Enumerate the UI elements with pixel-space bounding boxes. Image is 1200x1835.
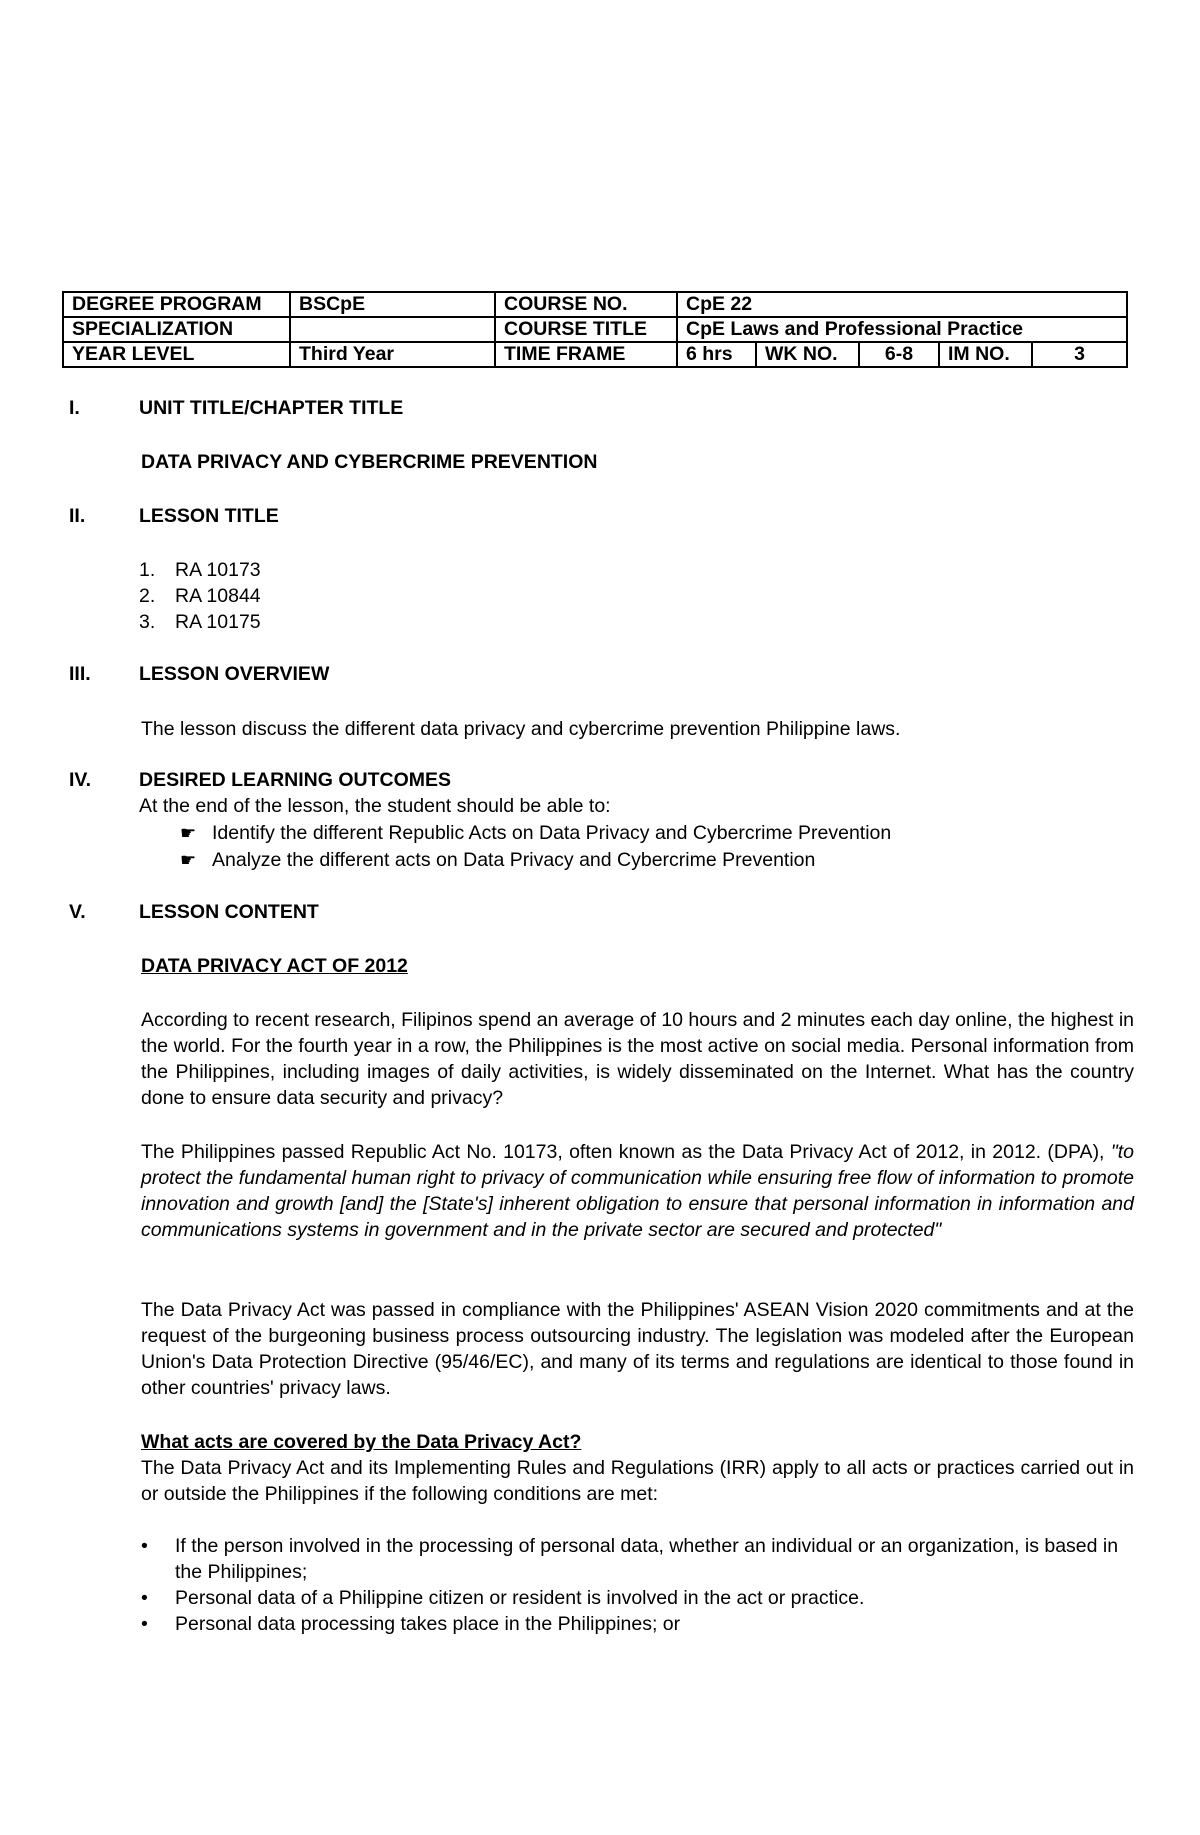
- pointing-hand-icon: ☛: [180, 823, 197, 843]
- paragraph: The Data Privacy Act was passed in compliance with the Philippines' ASEAN Vision 2020 commitments and at the request of the burgeoning business process outsourcing industry. The legislation was modeled after the European Union's Data Protection Directive (95/46/EC), and many of its terms and regulations are identical to those found in other countries' privacy laws.: [141, 1299, 1134, 1399]
- bullet-icon: •: [141, 1535, 148, 1557]
- list-item: [141, 1585, 1134, 1611]
- course-no-label: COURSE NO.: [495, 292, 677, 317]
- year-level-label: YEAR LEVEL: [63, 342, 290, 367]
- condition-text: Personal data processing takes place in the Philippines; or: [175, 1613, 681, 1635]
- outcomes-intro: At the end of the lesson, the student should be able to:: [139, 795, 611, 817]
- wk-no-value: 6-8: [859, 342, 939, 367]
- condition-text: If the person involved in the processing of personal data, whether an individual or an organization, is based in the Philippines;: [175, 1535, 1119, 1583]
- list-item: [139, 557, 261, 583]
- section-heading: LESSON CONTENT: [139, 901, 319, 923]
- list-number: 3.: [139, 611, 156, 633]
- time-frame-label: TIME FRAME: [495, 342, 677, 367]
- section-numeral: I.: [69, 397, 80, 419]
- outcome-text: Analyze the different acts on Data Privacy and Cybercrime Prevention: [212, 849, 816, 871]
- lesson-title-list: [139, 557, 261, 635]
- table-row: [63, 292, 1127, 317]
- time-frame-value: 6 hrs: [677, 342, 756, 367]
- quote-text: "to protect the fundamental human right to privacy of communication while ensuring free flow of information to promote innovation and growth [and] the [State's] inherent obligation to ensure that personal information in information and communications systems in government and in the private sector are secured and protected": [141, 1141, 1134, 1241]
- section-heading: DESIRED LEARNING OUTCOMES: [139, 769, 452, 791]
- course-no-value: CpE 22: [677, 292, 1127, 317]
- list-number: 2.: [139, 585, 156, 607]
- list-item: [141, 1533, 1134, 1585]
- list-item: [139, 609, 261, 635]
- list-item: [180, 820, 891, 847]
- section-heading: LESSON OVERVIEW: [139, 663, 330, 685]
- content-subheading: DATA PRIVACY ACT OF 2012: [141, 955, 408, 977]
- course-title-value: CpE Laws and Professional Practice: [677, 317, 1127, 342]
- unit-title: DATA PRIVACY AND CYBERCRIME PREVENTION: [141, 451, 598, 473]
- year-level-value: Third Year: [290, 342, 495, 367]
- section-numeral: V.: [69, 901, 86, 923]
- lesson-overview-text: The lesson discuss the different data privacy and cybercrime prevention Philippine laws.: [141, 718, 901, 740]
- course-info-table: [62, 291, 1128, 368]
- list-item-text: RA 10175: [175, 611, 261, 633]
- list-item-text: RA 10173: [175, 559, 261, 581]
- paragraph: The Data Privacy Act and its Implementing Rules and Regulations (IRR) apply to all acts or practices carried out in or outside the Philippines if the following conditions are met:: [141, 1457, 1134, 1505]
- paragraph: [141, 1139, 1134, 1243]
- paragraph: According to recent research, Filipinos spend an average of 10 hours and 2 minutes each day online, the highest in the world. For the fourth year in a row, the Philippines is the most active on social media. Personal information from the Philippines, including images of daily activities, is widely disseminated on the Internet. What has the country done to ensure data security and privacy?: [141, 1009, 1134, 1109]
- section-heading: LESSON TITLE: [139, 505, 279, 527]
- section-numeral: II.: [69, 505, 86, 527]
- im-no-label: IM NO.: [939, 342, 1032, 367]
- course-title-label: COURSE TITLE: [495, 317, 677, 342]
- pointing-hand-icon: ☛: [180, 850, 197, 870]
- conditions-list: [141, 1533, 1134, 1637]
- degree-program-value: BSCpE: [290, 292, 495, 317]
- specialization-value: [290, 317, 495, 342]
- question-heading: What acts are covered by the Data Privacy Act?: [141, 1431, 582, 1453]
- list-item: [141, 1611, 1134, 1637]
- paragraph-text: The Philippines passed Republic Act No. 10173, often known as the Data Privacy Act of 2012, in 2012. (DPA),: [141, 1141, 1111, 1163]
- wk-no-label: WK NO.: [756, 342, 859, 367]
- list-item: [180, 847, 891, 874]
- bullet-icon: •: [141, 1587, 148, 1609]
- outcome-text: Identify the different Republic Acts on Data Privacy and Cybercrime Prevention: [212, 822, 892, 844]
- bullet-icon: •: [141, 1613, 148, 1635]
- list-item: [139, 583, 261, 609]
- list-item-text: RA 10844: [175, 585, 261, 607]
- section-numeral: III.: [69, 663, 91, 685]
- section-numeral: IV.: [69, 769, 92, 791]
- im-no-value: 3: [1032, 342, 1127, 367]
- list-number: 1.: [139, 559, 156, 581]
- table-row: [63, 317, 1127, 342]
- section-heading: UNIT TITLE/CHAPTER TITLE: [139, 397, 404, 419]
- outcomes-list: [180, 820, 891, 874]
- condition-text: Personal data of a Philippine citizen or resident is involved in the act or practice.: [175, 1587, 865, 1609]
- table-row: [63, 342, 1127, 367]
- degree-program-label: DEGREE PROGRAM: [63, 292, 290, 317]
- specialization-label: SPECIALIZATION: [63, 317, 290, 342]
